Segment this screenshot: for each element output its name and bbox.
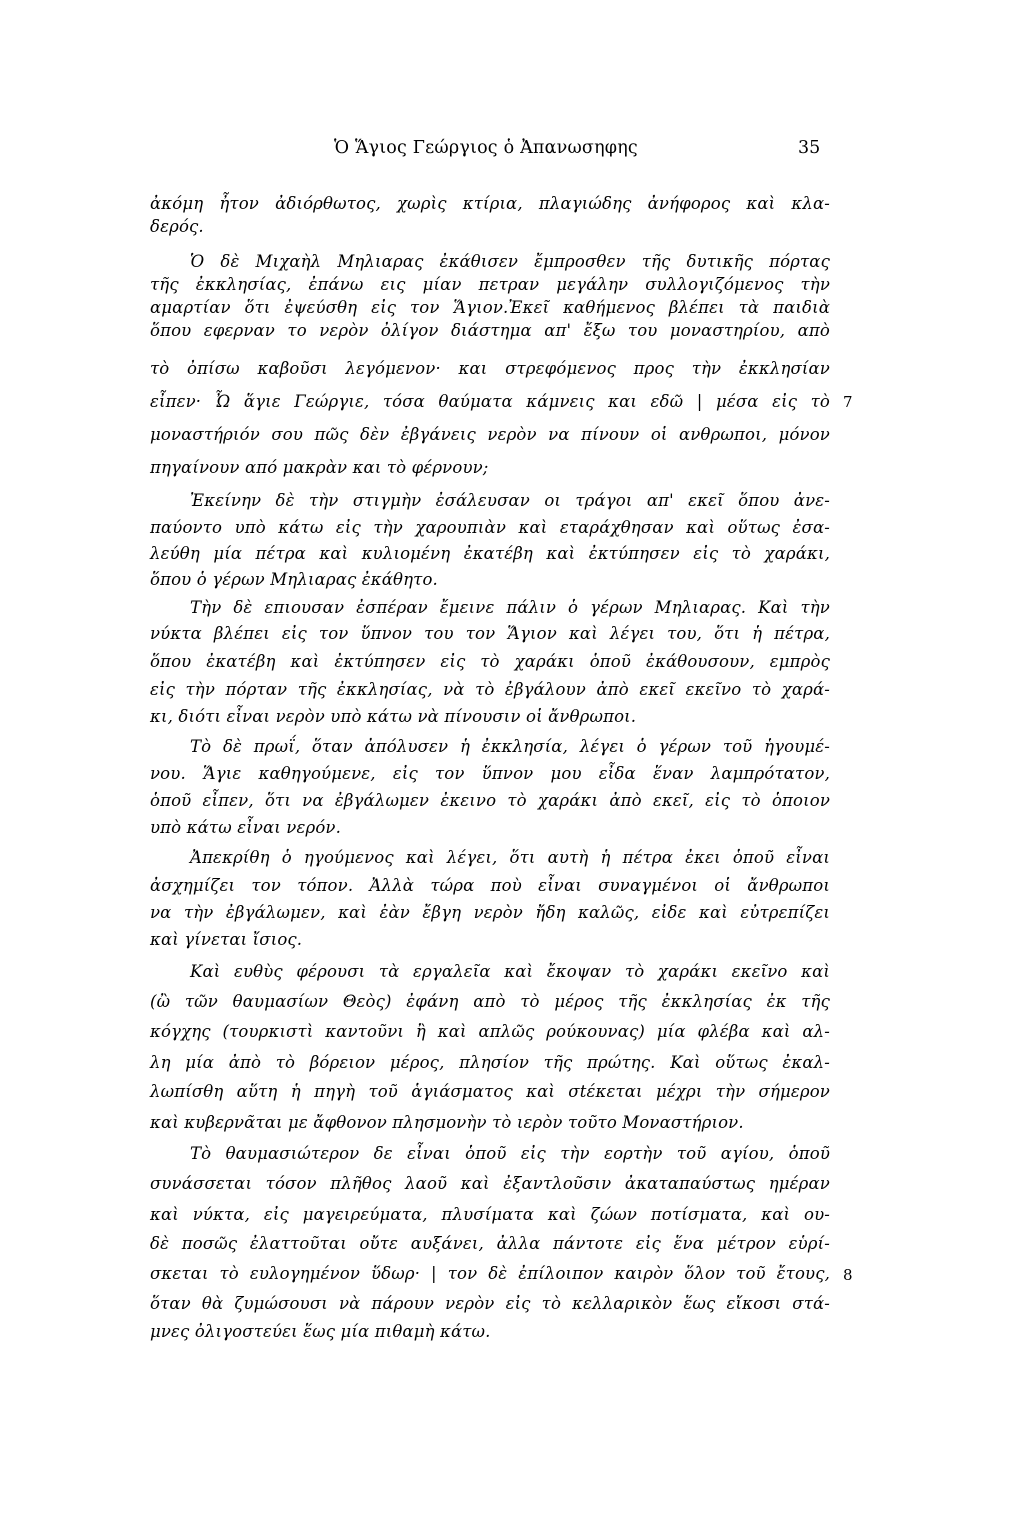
text-line: δερός. <box>150 217 204 236</box>
text-line: νου. Ἅγιε καθηγούμενε, εἰς τον ὕπνον μου εἶδα ἕναν λαμπρότατον, <box>150 764 830 783</box>
text-line: παύοντο υπὸ κάτω εἰς τὴν χαρουπιὰν καὶ εταράχθησαν καὶ οὕτως ἐσα- <box>150 518 830 537</box>
text-line: ὅπου εφερναν το νερὸν ὀλίγον διάστημα απ' ἔξω του μοναστηρίου, απὸ <box>150 321 830 340</box>
text-line: πηγαίνουν από μακρὰν και τὸ φέρνουν; <box>150 458 489 477</box>
text-line: δὲ ποσῶς ἐλαττοῦται οὔτε αυξάνει, ἀλλα πάντοτε εἰς ἕνα μέτρον εὑρί- <box>150 1234 830 1253</box>
text-line: υπὸ κάτω εἶναι νερόν. <box>150 818 341 837</box>
running-head: Ὁ Ἅγιος Γεώργιος ὁ Ἀπανωσηφης <box>334 138 638 158</box>
text-line: λη μία ἀπὸ τὸ βόρειον μέρος, πλησίον τῆς πρώτης. Καὶ οὕτως ἐκαλ- <box>150 1053 830 1072</box>
text-line: συνάσσεται τόσον πλῆθος λαοῦ καὶ ἐξαντλοῦσιν ἀκαταπαύστως ημέραν <box>150 1174 830 1193</box>
text-line: (ὢ τῶν θαυμασίων Θεὸς) ἐφάνη απὸ τὸ μέρος τῆς ἐκκλησίας ἐκ τῆς <box>150 992 830 1011</box>
text-line: ὅταν θὰ ζυμώσουσι νὰ πάρουν νερὸν εἰς τὸ κελλαρικὸν ἕως εἴκοσι στά- <box>150 1294 830 1313</box>
text-line: εἶπεν· Ὦ ἅγιε Γεώργιε, τόσα θαύματα κάμνεις και εδῶ | μέσα εἰς τὸ <box>150 392 830 411</box>
text-line: καὶ νύκτα, εἰς μαγειρεύματα, πλυσίματα καὶ ζώων ποτίσματα, καὶ ου- <box>150 1205 830 1224</box>
text-line: τὸ ὀπίσω καβοῦσι λεγόμενον· και στρεφόμενος προς τὴν ἐκκλησίαν <box>150 359 830 378</box>
text-line: ὅπου ὁ γέρων Μηλιαρας ἐκάθητο. <box>150 570 438 589</box>
text-line: ἀκόμη ἦτον ἀδιόρθωτος, χωρὶς κτίρια, πλαγιώδης ἀνήφορος καὶ κλα- <box>150 194 830 213</box>
text-line: σκεται τὸ ευλογημένον ὕδωρ· | τον δὲ ἐπίλοιπον καιρὸν ὅλον τοῦ ἔτους, <box>150 1264 830 1283</box>
text-line: μνες ὀλιγοστεύει ἕως μία πιθαμὴ κάτω. <box>150 1322 491 1341</box>
text-line: Τὸ δὲ πρωΐ, ὅταν ἀπόλυσεν ἡ ἐκκλησία, λέγει ὁ γέρων τοῦ ἡγουμέ- <box>190 737 830 756</box>
text-line: ὁποῦ εἶπεν, ὅτι να ἐβγάλωμεν ἐκεινο τὸ χαράκι ἀπὸ εκεῖ, εἰς τὸ ὁποιον <box>150 791 830 810</box>
text-line: καὶ γίνεται ἴσιος. <box>150 930 303 949</box>
text-line: μοναστήριόν σου πῶς δὲν ἐβγάνεις νερὸν να πίνουν οἱ ανθρωποι, μόνον <box>150 425 830 444</box>
text-line: Ἀπεκρίθη ὁ ηγούμενος καὶ λέγει, ὅτι αυτὴ ἡ πέτρα ἐκει ὁποῦ εἶναι <box>190 848 830 867</box>
text-line: κι, διότι εἶναι νερὸν υπὸ κάτω νὰ πίνουσιν οἱ ἄνθρωποι. <box>150 707 637 726</box>
text-line: Ὁ δὲ Μιχαὴλ Μηλιαρας ἐκάθισεν ἔμπροσθεν τῆς δυτικῆς πόρτας <box>190 252 830 271</box>
text-line: αμαρτίαν ὅτι ἐψεύσθη εἰς τον Ἅγιον.Ἐκεῖ καθήμενος βλέπει τὰ παιδιὰ <box>150 298 830 317</box>
text-line: εἰς τὴν πόρταν τῆς ἐκκλησίας, νὰ τὸ ἐβγάλουν ἀπὸ εκεῖ εκεῖνο τὸ χαρά- <box>150 680 830 699</box>
text-line: λεύθη μία πέτρα καὶ κυλιομένη ἐκατέβη καὶ ἐκτύπησεν εἰς τὸ χαράκι, <box>150 544 830 563</box>
text-line: να τὴν ἐβγάλωμεν, καὶ ἐὰν ἔβγη νερὸν ἤδη καλῶς, εἰδε καὶ εὐτρεπίζει <box>150 903 830 922</box>
text-line: ὅπου ἐκατέβη καὶ ἐκτύπησεν εἰς τὸ χαράκι ὁποῦ ἐκάθουσουν, εμπρὸς <box>150 652 830 671</box>
text-line: Τὴν δὲ επιουσαν ἐσπέραν ἔμεινε πάλιν ὁ γέρων Μηλιαρας. Καὶ τὴν <box>190 598 830 617</box>
margin-line-number: 7 <box>843 393 853 411</box>
text-line: Ἐκείνην δὲ τὴν στιγμὴν ἐσάλευσαν οι τράγοι απ' εκεῖ ὅπου ἀνε- <box>190 491 830 510</box>
text-line: νύκτα βλέπει εἰς τον ὕπνον του τον Ἅγιον καὶ λέγει του, ὅτι ἡ πέτρα, <box>150 624 830 643</box>
text-line: καὶ κυβερνᾶται με ἄφθονον πλησμονὴν τὸ ιερὸν τοῦτο Μοναστήριον. <box>150 1113 744 1132</box>
margin-line-number: 8 <box>843 1266 853 1284</box>
text-line: Τὸ θαυμασιώτερον δε εἶναι ὁποῦ εἰς τὴν εορτὴν τοῦ αγίου, ὁποῦ <box>190 1144 830 1163</box>
text-line: κόγχης (τουρκιστὶ καντοῦνι ἢ καὶ απλῶς ρούκουνας) μία φλέβα καὶ αλ- <box>150 1022 830 1041</box>
page-number: 35 <box>798 138 821 158</box>
text-line: Καὶ ευθὺς φέρουσι τὰ εργαλεῖα καὶ ἔκοψαν τὸ χαράκι εκεῖνο καὶ <box>190 962 830 981</box>
text-line: τῆς ἐκκλησίας, ἐπάνω εις μίαν πετραν μεγάλην συλλογιζόμενος τὴν <box>150 275 830 294</box>
text-line: λωπίσθη αὕτη ἡ πηγὴ τοῦ ἁγιάσματος καὶ σtέκεται μέχρι τὴν σήμερον <box>150 1082 830 1101</box>
text-line: ἀσχημίζει τον τόπον. Ἀλλὰ τώρα ποὺ εἶναι συναγμένοι οἱ ἄνθρωποι <box>150 876 830 895</box>
